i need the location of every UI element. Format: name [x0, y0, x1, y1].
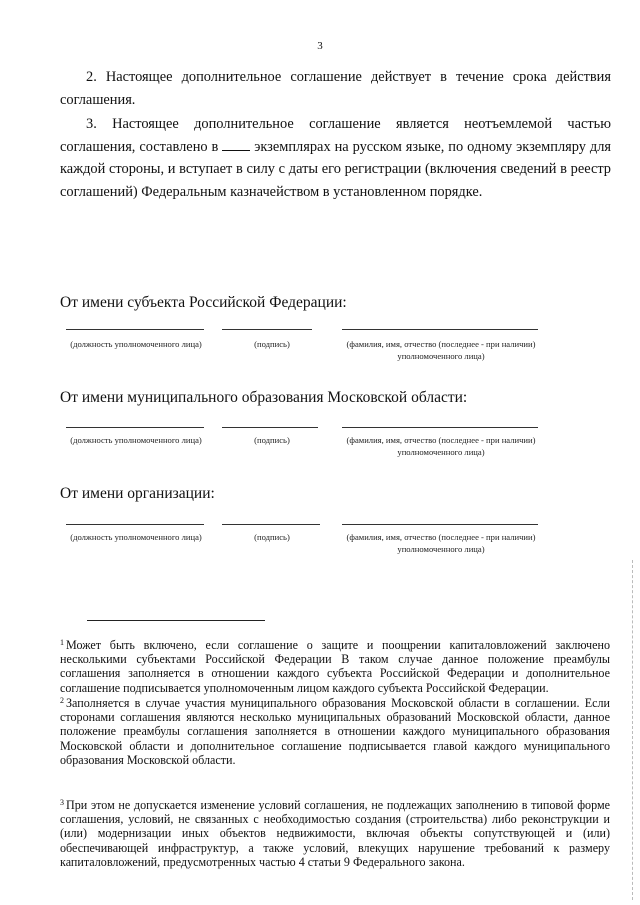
- name-line: [342, 329, 538, 330]
- footnote-1-text: Может быть включено, если соглашение о защите и поощрении капиталовложений заключено несколькими субъектами Российской Федерации В таком случае данное положение преамбулы соглашения заполняется в отношении каждого субъекта Российской Федерации и дополнительное соглашение подписывается уполномоченным лицом каждого субъекта Российской Федерации.: [60, 638, 610, 695]
- paragraph-3-text-after: экземплярах на русском языке, по одному экземпляру для каждой стороны, и вступает в силу с даты его регистрации (включения сведений в реестр соглашений) Федеральным казначейством в установленном порядке.: [60, 138, 611, 200]
- name-caption: (фамилия, имя, отчество (последнее - при наличии) уполномоченного лица): [346, 339, 536, 361]
- name-line: [342, 427, 538, 428]
- position-line: [66, 524, 204, 525]
- signature-line: [222, 329, 312, 330]
- position-caption: (должность уполномоченного лица): [70, 435, 202, 445]
- position-caption: (должность уполномоченного лица): [70, 339, 202, 349]
- scan-margin-mark: [632, 560, 634, 900]
- signature-caption: (подпись): [254, 435, 290, 445]
- name-caption: (фамилия, имя, отчество (последнее - при наличии) уполномоченного лица): [346, 532, 536, 554]
- signature-heading-organization: От имени организации:: [60, 485, 215, 502]
- signature-heading-subject: От имени субъекта Российской Федерации:: [60, 294, 347, 311]
- name-line: [342, 524, 538, 525]
- name-caption: (фамилия, имя, отчество (последнее - при наличии) уполномоченного лица): [346, 435, 536, 457]
- copies-count-blank: [222, 138, 250, 151]
- footnote-2-mark: 2: [60, 696, 64, 705]
- position-line: [66, 329, 204, 330]
- paragraph-2-text: 2. Настоящее дополнительное соглашение действует в течение срока действия соглашения.: [60, 69, 611, 108]
- signature-caption: (подпись): [254, 339, 290, 349]
- footnote-separator: [87, 620, 265, 621]
- signature-line: [222, 427, 318, 428]
- footnote-3: [60, 798, 610, 869]
- paragraph-3: [60, 113, 611, 203]
- footnote-2-text: Заполняется в случае участия муниципального образования Московской области в соглашении. Если сторонами соглашения являются несколько муниципальных образований Московской области, данное положение преамбулы соглашения заполняется в отношении каждого муниципального образования Московской области и дополнительное соглашение подписывается главой каждого муниципального образования Московской области.: [60, 696, 610, 767]
- paragraph-3-text-before: 3. Настоящее дополнительное соглашение является неотъемлемой частью соглашения, составлено в: [60, 116, 611, 155]
- signature-line: [222, 524, 320, 525]
- signature-caption: (подпись): [254, 532, 290, 542]
- footnote-1: [60, 638, 610, 695]
- page-number: 3: [317, 40, 323, 52]
- paragraph-2: [60, 66, 611, 111]
- footnote-3-mark: 3: [60, 798, 64, 807]
- footnote-3-text: При этом не допускается изменение условий соглашения, не подлежащих заполнению в типовой форме соглашения, условий, не связанных с необходимостью создания (строительства) либо реконструкции и (или) модернизации иных объектов недвижимости, включая объекты сопутствующей и (или) обеспечивающей инфраструктур, а также условий, влекущих нарушение требований к размеру капиталовложений, предусмотренных частью 4 статьи 9 Федерального закона.: [60, 798, 610, 869]
- position-caption: (должность уполномоченного лица): [70, 532, 202, 542]
- footnote-2: [60, 696, 610, 767]
- signature-heading-municipality: От имени муниципального образования Московской области:: [60, 389, 468, 406]
- footnote-1-mark: 1: [60, 638, 64, 647]
- position-line: [66, 427, 204, 428]
